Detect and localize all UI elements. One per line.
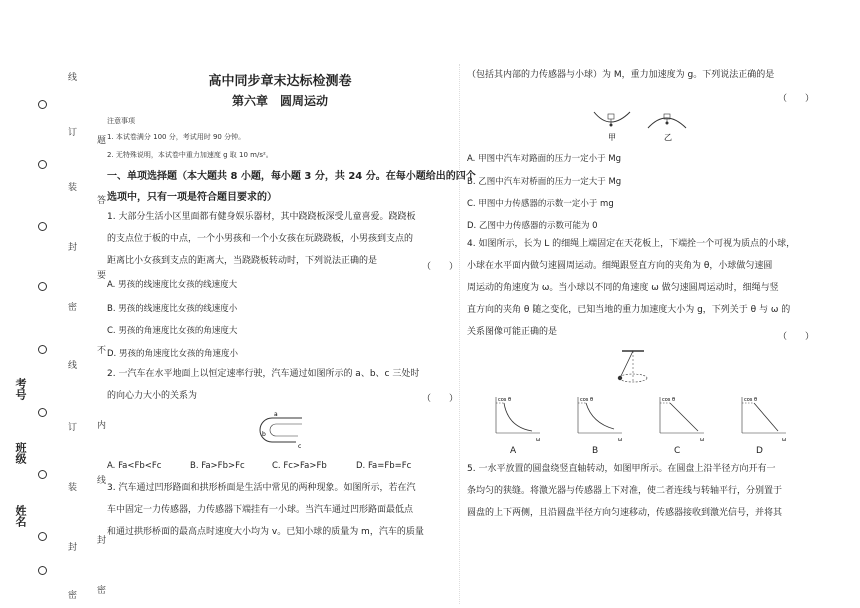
answer-paren: （ ） <box>422 262 459 272</box>
question-text: 4. 如图所示，长为 L 的细绳上端固定在天花板上，下端拴一个可视为质点的小球， <box>467 239 796 249</box>
class-label: 班级 <box>14 442 27 464</box>
column-divider <box>459 64 460 604</box>
binding-label: 密 <box>68 591 78 601</box>
option-b: B. Fa>Fb>Fc <box>190 461 245 471</box>
graph-option-d <box>734 393 790 445</box>
graph-letter: B <box>592 446 599 456</box>
binding-circle <box>38 282 47 291</box>
page-title: 高中同步章末达标检测卷 <box>208 74 352 89</box>
binding-circle <box>38 222 47 231</box>
graph-option-a <box>488 393 544 445</box>
point-label: c <box>298 443 302 450</box>
question-text: 周运动的角速度为 ω。当小球以不同的角速度 ω 做匀速圆周运动时，细绳与竖 <box>467 283 779 293</box>
graph-y-label: cos θ <box>662 397 676 403</box>
option-c: C. 男孩的角速度比女孩的角速度大 <box>107 326 238 336</box>
question-text: 和通过拱形桥面的最高点时速度大小均为 v。已知小球的质量为 m，汽车的质量 <box>107 527 424 537</box>
answer-paren: （ ） <box>422 394 459 404</box>
question-3 <box>107 477 452 543</box>
binding-label: 线 <box>68 361 78 371</box>
question-1 <box>107 206 452 272</box>
binding-circle <box>38 345 47 354</box>
question-text: 小球在水平面内做匀速圆周运动。细绳跟竖直方向的夹角为 θ，小球做匀速圆 <box>467 261 773 271</box>
point-label: a <box>274 411 278 418</box>
binding-label: 订 <box>68 423 78 433</box>
graph-x-label: ω <box>782 437 787 443</box>
question-text: 关系图像可能正确的是 <box>467 327 558 337</box>
question-text: 3. 汽车通过凹形路面和拱形桥面是生活中常见的两种现象。如图所示，若在汽 <box>107 483 416 493</box>
question-4 <box>467 233 847 343</box>
answer-paren: （ ） <box>778 332 815 342</box>
student-number-label: 考号 <box>14 378 27 400</box>
binding-circle <box>38 566 47 575</box>
question-text: 1. 大部分生活小区里面都有健身娱乐器材，其中跷跷板深受儿童喜爱。跷跷板 <box>107 212 416 222</box>
section-heading: 一、单项选择题（本大题共 8 小题，每小题 3 分，共 24 分。在每小题给出的四个 <box>107 171 476 182</box>
option-b: B. 乙图中汽车对桥面的压力一定大于 Mg <box>467 177 622 187</box>
question-3-continued: （包括其内部的力传感器与小球）为 M，重力加速度为 g。下列说法正确的是 <box>467 70 775 80</box>
name-label: 姓名 <box>14 505 27 527</box>
graph-y-label: cos θ <box>580 397 594 403</box>
question-text: 车中固定一力传感器，力传感器下端挂有一小球。当汽车通过凹形路面最低点 <box>107 505 414 515</box>
question-text: 5. 一水平放置的圆盘绕竖直轴转动，如图甲所示。在圆盘上沿半径方向开有一 <box>467 464 776 474</box>
binding-notice: 线 <box>95 475 105 484</box>
question-2 <box>107 363 452 407</box>
notes-heading: 注意事项 <box>107 117 135 125</box>
road-curve-figure <box>248 410 308 454</box>
graph-y-label: cos θ <box>498 397 512 403</box>
question-5 <box>467 458 847 524</box>
binding-label: 封 <box>68 243 78 253</box>
note-item: 2. 无特殊说明，本试卷中重力加速度 g 取 10 m/s²。 <box>107 151 273 159</box>
question-text: 条均匀的狭缝。将激光器与传感器上下对准，使二者连线与转轴平行，分别置于 <box>467 486 783 496</box>
graph-x-label: ω <box>536 437 541 443</box>
option-d: D. 乙图中力传感器的示数可能为 0 <box>467 221 598 231</box>
binding-notice: 不 <box>95 345 105 354</box>
option-a: A. Fa<Fb<Fc <box>107 461 162 471</box>
option-a: A. 男孩的线速度比女孩的线速度大 <box>107 280 238 290</box>
graph-letter: A <box>510 446 517 456</box>
binding-notice: 内 <box>95 420 105 429</box>
binding-circle <box>38 470 47 479</box>
binding-label: 装 <box>68 483 78 493</box>
question-text: 的支点位于板的中点，一个小男孩和一个小女孩在玩跷跷板，小男孩到支点的 <box>107 234 414 244</box>
question-text: 直方向的夹角 θ 随之变化，已知当地的重力加速度大小为 g，下列关于 θ 与 ω 的 <box>467 305 791 315</box>
binding-label: 订 <box>68 128 78 138</box>
conical-pendulum-figure <box>608 348 658 390</box>
road-bridge-figure <box>590 110 690 144</box>
binding-notice: 要 <box>95 270 105 279</box>
binding-notice: 答 <box>95 195 105 204</box>
binding-circle <box>38 408 47 417</box>
question-text: 的向心力大小的关系为 <box>107 391 198 401</box>
graph-letter: D <box>756 446 763 456</box>
section-heading: 选项中，只有一项是符合题目要求的） <box>107 192 277 203</box>
binding-notice: 密 <box>95 585 105 594</box>
binding-label: 装 <box>68 183 78 193</box>
option-c: C. Fc>Fa>Fb <box>272 461 327 471</box>
graph-letter: C <box>674 446 681 456</box>
graph-x-label: ω <box>618 437 623 443</box>
binding-circle <box>38 100 47 109</box>
graph-option-b <box>570 393 626 445</box>
option-d: D. Fa=Fb=Fc <box>356 461 412 471</box>
graph-option-c <box>652 393 708 445</box>
chapter-subtitle: 第六章 圆周运动 <box>231 94 328 108</box>
figure-label: 甲 <box>608 133 616 142</box>
binding-circle <box>38 532 47 541</box>
binding-notice: 题 <box>95 135 105 144</box>
question-text: 2. 一汽车在水平地面上以恒定速率行驶，汽车通过如图所示的 a、b、c 三处时 <box>107 369 420 379</box>
point-label: b <box>262 431 266 438</box>
graph-x-label: ω <box>700 437 705 443</box>
binding-margin <box>0 0 110 608</box>
option-b: B. 男孩的线速度比女孩的线速度小 <box>107 304 238 314</box>
question-text: 圆盘的上下两侧，且沿圆盘半径方向匀速移动，传感器接收到激光信号，并将其 <box>467 508 783 518</box>
option-d: D. 男孩的角速度比女孩的角速度小 <box>107 349 238 359</box>
note-item: 1. 本试卷满分 100 分，考试用时 90 分钟。 <box>107 133 246 141</box>
option-a: A. 甲图中汽车对路面的压力一定小于 Mg <box>467 154 622 164</box>
binding-circle <box>38 160 47 169</box>
binding-label: 密 <box>68 303 78 313</box>
answer-paren: （ ） <box>778 94 815 104</box>
figure-label: 乙 <box>664 133 672 142</box>
binding-notice: 封 <box>95 535 105 544</box>
binding-label: 线 <box>68 73 78 83</box>
option-c: C. 甲图中力传感器的示数一定小于 mg <box>467 199 614 209</box>
binding-label: 封 <box>68 543 78 553</box>
question-text: 距离比小女孩到支点的距离大，当跷跷板转动时，下列说法正确的是 <box>107 256 378 266</box>
graph-y-label: cos θ <box>744 397 758 403</box>
